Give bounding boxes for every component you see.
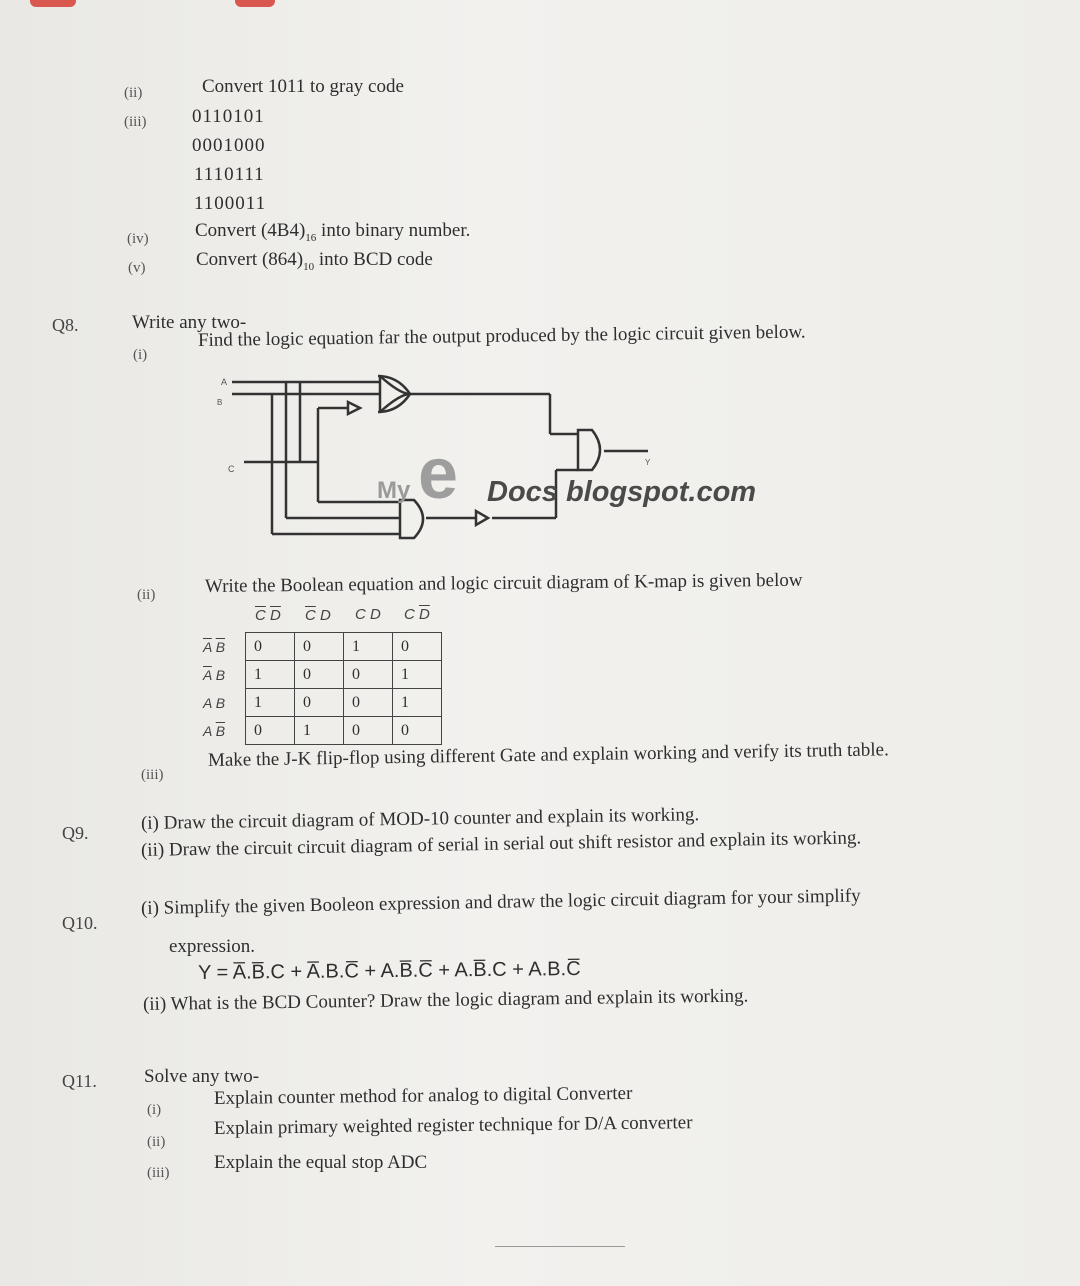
kmap-cell: 0 <box>295 633 344 661</box>
kmap-cell: 0 <box>295 689 344 717</box>
kmap-row <box>203 661 442 689</box>
watermark-my: My <box>377 477 411 504</box>
kmap-cell: 1 <box>246 689 295 717</box>
question-text: Convert $(4B4)_{16}$ into binary number. <box>195 220 471 244</box>
kmap-cell: 0 <box>246 717 295 745</box>
question-text: (i) Draw the circuit diagram of MOD-10 counter and explain its working. <box>140 804 700 834</box>
item-number: (ii) <box>137 587 156 603</box>
question-text: Solve any two- <box>144 1066 260 1087</box>
circuit-label-a: A <box>221 377 228 387</box>
kmap-table <box>203 632 442 745</box>
question-text: Find the logic equation far the output produced by the logic circuit given below. <box>197 321 806 351</box>
question-label: Q9. <box>62 823 89 843</box>
item-number: (iii) <box>147 1165 170 1181</box>
question-label: Q11. <box>62 1071 97 1091</box>
question-text: Convert 1011 to gray code <box>202 76 404 97</box>
question-label: Q8. <box>52 315 79 335</box>
kmap-row-header: $\overline{A}$ $\overline{B}$ <box>203 638 226 655</box>
kmap-cell: 0 <box>295 661 344 689</box>
question-text: Explain primary weighted register technique for D/A converter <box>213 1112 693 1139</box>
item-number: (v) <box>128 260 146 276</box>
question-text: Write the Boolean equation and logic circuit diagram of K-map is given below <box>204 569 803 597</box>
circuit-label-y: Y <box>645 458 651 467</box>
item-number: (i) <box>133 347 148 363</box>
kmap-col-header: $\overline{C}$ D <box>305 607 331 624</box>
binary-code: 1110111 <box>194 164 265 185</box>
end-line <box>495 1246 625 1247</box>
watermark-text: Docs blogspot.com <box>487 476 757 508</box>
question-text: Explain the equal stop ADC <box>214 1152 428 1173</box>
item-number: (iii) <box>141 767 164 783</box>
kmap-col-header: C D <box>355 606 381 623</box>
question-text: (ii) What is the BCD Counter? Draw the logic diagram and explain its working. <box>142 985 749 1015</box>
kmap-cell: 1 <box>393 689 442 717</box>
question-label: Q10. <box>62 913 98 933</box>
question-text: expression. <box>169 936 256 957</box>
item-number: (iv) <box>127 231 149 247</box>
kmap-row <box>203 717 442 745</box>
kmap-row-header: $\overline{A}$ B <box>203 666 226 683</box>
kmap-cell: 0 <box>344 661 393 689</box>
item-number: (ii) <box>124 85 143 101</box>
question-text: Explain counter method for analog to digital Converter <box>213 1082 633 1109</box>
kmap-cell: 0 <box>344 689 393 717</box>
kmap-cell: 0 <box>393 717 442 745</box>
boolean-equation: Y = A̅.B̅.C + A̅.B.C̅ + A.B̅.C̅ + A.B̅.C + A.B.C̅ <box>197 957 581 984</box>
binary-code: 1100011 <box>194 193 267 214</box>
kmap-cell: 1 <box>344 633 393 661</box>
question-text: (i) Simplify the given Booleon expression and draw the logic circuit diagram for your simplify <box>140 885 861 919</box>
kmap-row-header: A $\overline{B}$ <box>203 722 226 739</box>
kmap-col-header: C $\overline{D}$ <box>404 606 430 623</box>
kmap-cell: 1 <box>295 717 344 745</box>
red-mark <box>30 0 76 7</box>
circuit-label-b: B <box>217 398 223 407</box>
question-text: Write any two- <box>132 312 247 333</box>
kmap-cell: 0 <box>344 717 393 745</box>
question-text: Make the J-K flip-flop using different Gate and explain working and verify its truth table. <box>207 739 889 771</box>
kmap-row <box>203 689 442 717</box>
item-number: (i) <box>147 1102 162 1118</box>
kmap-cell: 0 <box>393 633 442 661</box>
item-number: (iii) <box>124 114 147 130</box>
kmap-row-header: A B <box>203 694 226 711</box>
binary-code: 0110101 <box>192 106 265 127</box>
circuit-label-c: C <box>228 464 235 474</box>
question-text: (ii) Draw the circuit circuit diagram of serial in serial out shift resistor and explain its working. <box>140 827 862 861</box>
kmap-cell: 0 <box>246 633 295 661</box>
kmap-col-header: $\overline{C}$ $\overline{D}$ <box>255 607 281 624</box>
binary-code: 0001000 <box>192 135 266 156</box>
item-number: (ii) <box>147 1134 166 1150</box>
red-mark <box>235 0 275 7</box>
kmap-row <box>203 633 442 661</box>
watermark-e: e <box>418 434 459 514</box>
question-text: Convert $(864)_{10}$ into BCD code <box>196 249 433 273</box>
kmap-cell: 1 <box>246 661 295 689</box>
kmap-cell: 1 <box>393 661 442 689</box>
